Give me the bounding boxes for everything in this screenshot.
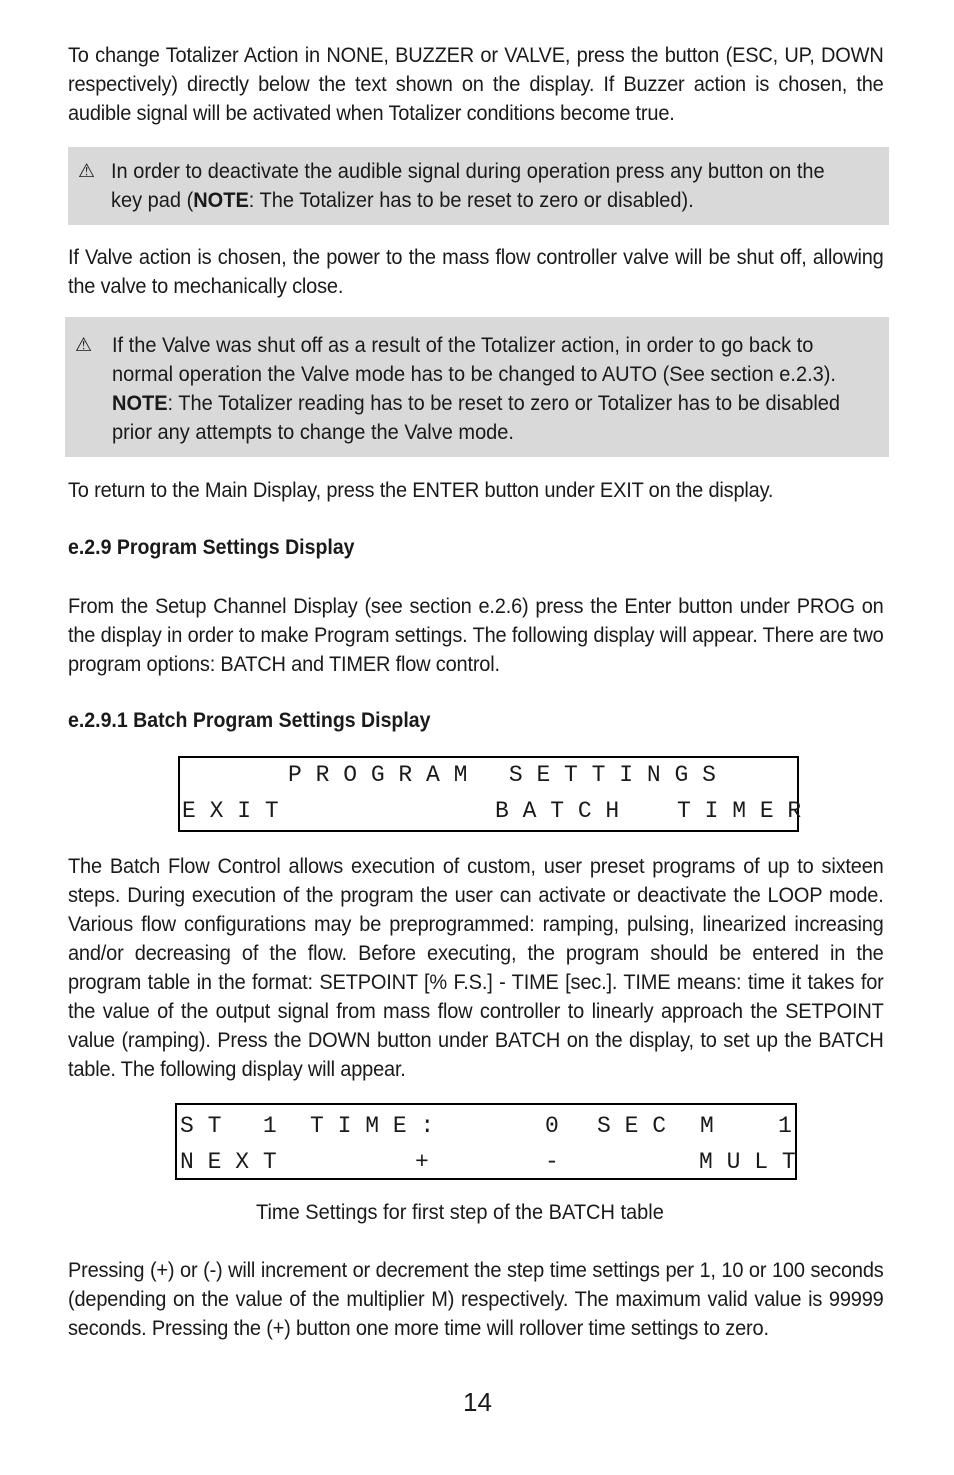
lcd-time-value: 0 (545, 1113, 559, 1139)
warning-triangle-icon: ⚠ (78, 160, 96, 182)
lcd-next-label: N E X T (180, 1149, 277, 1175)
lcd-program-settings (178, 756, 802, 832)
note-box-audible-signal (68, 147, 889, 225)
heading-program-settings: e.2.9 Program Settings Display (68, 536, 355, 559)
note-text-audible-signal: In order to deactivate the audible signal during operation press any button on the key pad (NOTE: The Totalizer has to be reset to zero or disabled). (111, 159, 825, 212)
lcd-multiplier-value: 1 (778, 1113, 792, 1139)
lcd-mult-label: M U L T (699, 1149, 796, 1175)
paragraph-return-main: To return to the Main Display, press the ENTER button under EXIT on the display. (68, 478, 774, 502)
lcd-step-number: S T 1 (180, 1113, 277, 1139)
paragraph-program-settings: From the Setup Channel Display (see section e.2.6) press the Enter button under PROG on the display in order to make Program settings. The following display will appear. There are two program options: BATCH and TIMER flow control. (68, 594, 884, 676)
lcd-minus-label: - (545, 1149, 559, 1175)
lcd-batch-label: B A T C H (495, 798, 620, 824)
note-box-valve-mode (65, 317, 889, 457)
lcd-timer-label: T I M E R (677, 798, 802, 824)
lcd-plus-label: + (415, 1149, 429, 1175)
lcd-time-label: T I M E : (310, 1113, 435, 1139)
lcd-multiplier-label: M (700, 1113, 714, 1139)
lcd-title: P R O G R A M S E T T I N G S (288, 762, 716, 788)
paragraph-increment-decrement: Pressing (+) or (-) will increment or decrement the step time settings per 1, 10 or 100 seconds (depending on the value of the multiplier M) respectively. The maximum valid value is 99999 seconds. Pressing the (+) button one more time will rollover time settings to zero. (68, 1258, 884, 1340)
lcd-exit-label: E X I T (182, 798, 279, 824)
page-number: 14 (463, 1387, 492, 1417)
figure-caption: Time Settings for first step of the BATCH table (256, 1200, 664, 1224)
paragraph-valve-action: If Valve action is chosen, the power to the mass flow controller valve will be shut off, allowing the valve to mechanically close. (68, 245, 884, 298)
heading-batch-program: e.2.9.1 Batch Program Settings Display (68, 709, 431, 732)
paragraph-batch-flow-control: The Batch Flow Control allows execution of custom, user preset programs of up to sixteen steps. During execution of the program the user can activate or deactivate the LOOP mode. Various flow configurations may be preprogrammed: ramping, pulsing, linearized increasing and/or decreasing of the flow. Before executing, the program should be entered in the program table in the format: SETPOINT [% F.S.] - TIME [sec.]. TIME means: time it takes for the value of the output signal from mass flow controller to linearly approach the SETPOINT value (ramping). Press the DOWN button under BATCH on the display, to set up the BATCH table. The following display will appear. (68, 854, 884, 1081)
lcd-sec-label: S E C (597, 1113, 667, 1139)
paragraph-totalizer-action: To change Totalizer Action in NONE, BUZZER or VALVE, press the button (ESC, UP, DOWN respectively) directly below the text shown on the display. If Buzzer action is chosen, the audible signal will be activated when Totalizer conditions become true. (68, 43, 884, 125)
lcd-time-settings (175, 1103, 797, 1180)
warning-triangle-icon: ⚠ (75, 334, 93, 356)
note-text-valve-mode: If the Valve was shut off as a result of the Totalizer action, in order to go back to normal operation the Valve mode has to be changed to AUTO (See section e.2.3). NOTE: The Totalizer reading has to be reset to zero or Totalizer has to be disabled prior any attempts to change the Valve mode. (112, 333, 841, 444)
